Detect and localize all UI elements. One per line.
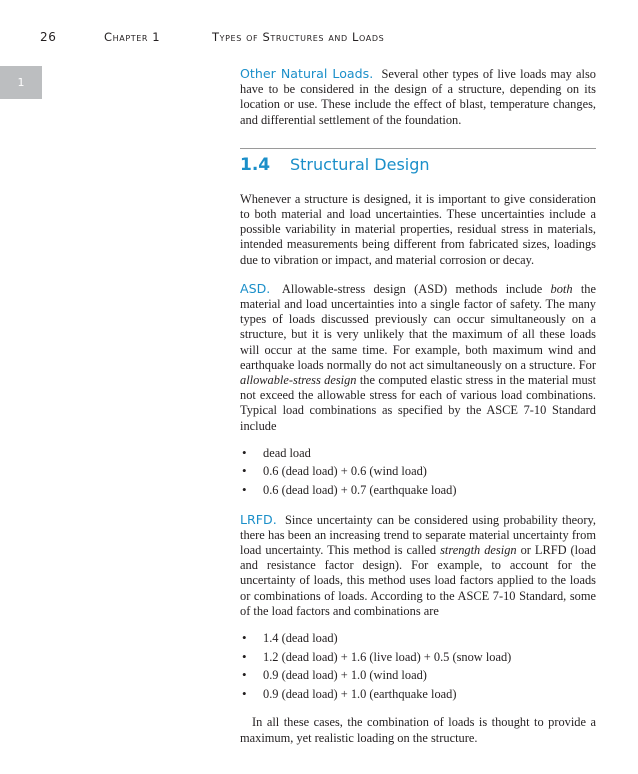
list-item: • 1.2 (dead load) + 1.6 (live load) + 0.5 (snow load) bbox=[240, 648, 596, 667]
asd-text-3: the computed elastic stress in the material must not exceed the allowable stress for each of various load combinations. Typical load combinations as specified by the ASCE 7-10 Standard include bbox=[240, 373, 596, 433]
lrfd-emphasis-strength-design: strength design bbox=[440, 543, 517, 558]
asd-text-1: Allowable-stress design (ASD) methods include bbox=[281, 281, 551, 296]
chapter-label: Chapter 1 bbox=[104, 30, 161, 44]
list-item: • 1.4 (dead load) bbox=[240, 629, 596, 648]
closing-paragraph: In all these cases, the combination of loads is thought to provide a maximum, yet realistic loading on the structure. bbox=[240, 715, 596, 745]
asd-paragraph bbox=[240, 281, 596, 434]
list-item: • dead load bbox=[240, 444, 596, 463]
other-natural-loads-text: Several other types of live loads may also have to be considered in the design of a structure, depending on its location or use. These include the effect of blast, temperature changes, and differential settlement of the foundation. bbox=[240, 67, 596, 127]
other-natural-loads-paragraph bbox=[240, 66, 596, 128]
chapter-title: Types of Structures and Loads bbox=[212, 30, 385, 44]
asd-emphasis-allowable-stress-design: allowable-stress design bbox=[240, 373, 357, 388]
lrfd-paragraph bbox=[240, 512, 596, 619]
intro-paragraph: Whenever a structure is designed, it is important to give consideration to both material and load uncertainties. These uncertainties include a possible variability in material properties, residual stress in materials, intended measurements being different from fabricated sizes, loadings due to vibration or impact, and material corrosion or decay. bbox=[240, 191, 596, 267]
lrfd-heading: LRFD. bbox=[240, 511, 277, 527]
section-heading bbox=[240, 154, 596, 179]
lrfd-combinations-list bbox=[240, 629, 596, 703]
other-natural-loads-heading: Other Natural Loads. bbox=[240, 66, 374, 81]
chapter-tab-number: 1 bbox=[17, 76, 25, 89]
section-number: 1.4 bbox=[240, 154, 271, 175]
asd-combinations-list bbox=[240, 444, 596, 500]
section-title: Structural Design bbox=[290, 154, 430, 174]
page-number: 26 bbox=[40, 30, 57, 44]
chapter-tab bbox=[0, 66, 42, 99]
list-item: • 0.9 (dead load) + 1.0 (earthquake load) bbox=[240, 685, 596, 704]
section-divider bbox=[240, 148, 596, 149]
list-item: • 0.9 (dead load) + 1.0 (wind load) bbox=[240, 666, 596, 685]
asd-heading: ASD. bbox=[240, 280, 271, 296]
asd-emphasis-both: both bbox=[550, 281, 573, 296]
page-body bbox=[240, 66, 596, 746]
asd-text-2: the material and load uncertainties into a single factor of safety. The many types of loads discussed previously can occur simultaneously on a structure, but it is very unlikely that the maximum of all these loads will occur at the same time. For example, both maximum wind and earthquake loads normally do not act simultaneously on a structure. For bbox=[240, 281, 596, 372]
list-item: • 0.6 (dead load) + 0.7 (earthquake load) bbox=[240, 481, 596, 500]
lrfd-text-1: Since uncertainty can be considered using probability theory, there has been an increasing trend to separate material uncertainty from load uncertainty. This method is called bbox=[240, 512, 596, 558]
lrfd-text-2: or LRFD (load and resistance factor design). For example, to account for the uncertainty of loads, this method uses load factors applied to the loads or combinations of loads. According to the ASCE 7-10 Standard, some of the load factors and combinations are bbox=[240, 543, 597, 618]
list-item: • 0.6 (dead load) + 0.6 (wind load) bbox=[240, 462, 596, 481]
running-head bbox=[40, 30, 598, 46]
